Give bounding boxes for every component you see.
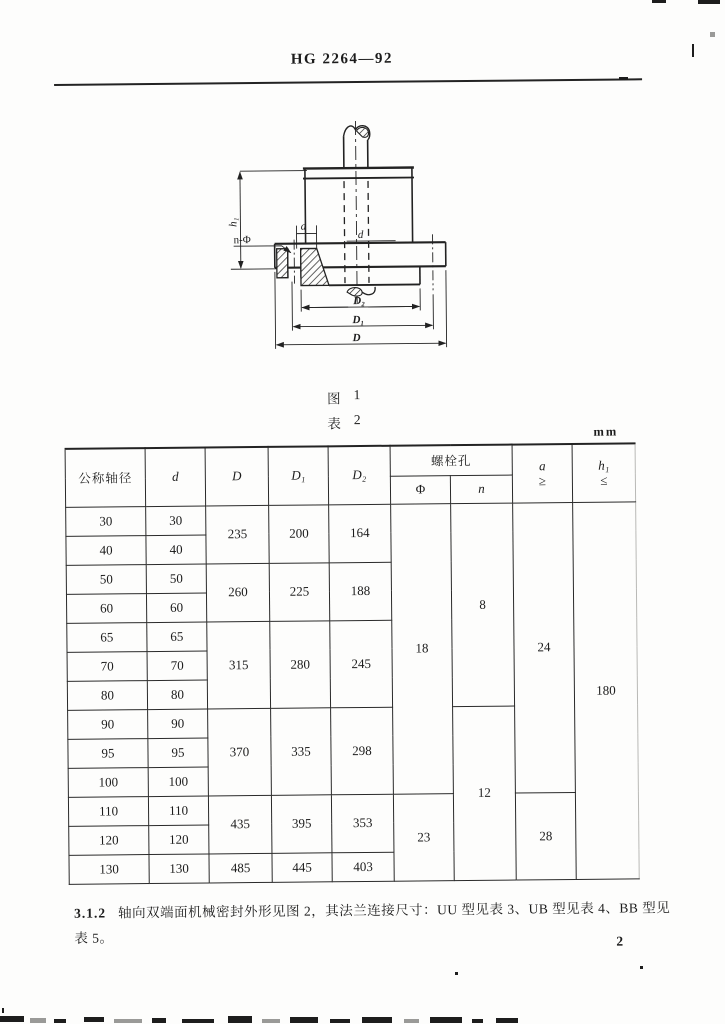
scan-artifact: [455, 972, 458, 975]
cell-D1: 200: [269, 504, 330, 563]
dim-label-D1: D₁: [352, 313, 365, 327]
dim-label-d: d: [357, 228, 364, 242]
col-header-D1: D₁: [268, 446, 329, 505]
unit-label: mm: [593, 424, 619, 439]
cell-D: 485: [209, 853, 272, 883]
cell-a: 28: [515, 792, 576, 880]
col-header-D: D: [205, 447, 269, 506]
cell-shaft: 60: [66, 593, 146, 623]
clause-text: 轴向双端面机械密封外形见图 2，其法兰连接尺寸：UU 型见表 3、UB 型见表 4、BB 型见: [117, 900, 671, 921]
scan-artifact: [228, 1016, 252, 1023]
col-header-shaft: 公称轴径: [65, 448, 146, 507]
cell-D2: 188: [329, 562, 392, 621]
dim-label-h1: h₁: [227, 217, 240, 227]
figure-1-drawing: [196, 104, 499, 395]
dim-label-n-phi: n-Φ: [233, 234, 251, 247]
scan-artifact: [362, 1017, 392, 1023]
cell-D2: 298: [331, 707, 394, 795]
header-row-1: [65, 443, 635, 478]
clause-number: 3.1.2: [73, 905, 107, 921]
cell-D: 235: [206, 505, 270, 564]
cell-d: 40: [146, 535, 206, 565]
cell-d: 70: [147, 650, 207, 680]
scan-artifact: [330, 1019, 350, 1023]
cell-d: 50: [146, 564, 206, 594]
cell-shaft: 70: [67, 651, 147, 681]
cell-phi: 23: [393, 793, 454, 881]
cell-D1: 225: [269, 562, 330, 621]
table-caption-number: 2: [353, 412, 361, 428]
scan-artifact: [114, 1019, 142, 1023]
scan-artifact: [619, 77, 628, 80]
table-caption: [327, 412, 360, 432]
cell-shaft: 40: [66, 535, 146, 565]
cell-shaft: 90: [68, 709, 148, 739]
cell-a: 24: [513, 502, 576, 793]
cell-shaft: 110: [68, 796, 148, 826]
scan-artifact: [0, 1016, 24, 1022]
scan-artifact: [692, 44, 694, 57]
col-header-h1-letter: h₁: [598, 457, 610, 473]
cell-D2: 164: [329, 504, 392, 563]
col-header-phi: Φ: [390, 475, 450, 504]
scan-artifact: [710, 32, 715, 37]
col-header-a-letter: a: [538, 458, 546, 474]
scan-artifact: [2, 1008, 4, 1013]
cell-D1: 445: [272, 852, 332, 882]
cell-D: 435: [208, 795, 272, 854]
scan-artifact: [472, 1019, 483, 1023]
cell-d: 65: [147, 622, 207, 652]
clause-note: [74, 895, 674, 951]
col-header-n: n: [450, 475, 512, 504]
dim-label-D: D: [352, 332, 361, 345]
cell-D: 315: [207, 621, 271, 709]
scan-artifact: [262, 1019, 280, 1023]
cell-shaft: 80: [67, 680, 147, 710]
drawing-lines: [229, 120, 446, 349]
scan-artifact: [652, 0, 666, 3]
scan-artifact: [84, 1017, 104, 1022]
table-2: [65, 442, 640, 884]
header-rule: [54, 78, 642, 86]
cell-D: 370: [208, 708, 272, 796]
clause-note-line2: 表 5。: [74, 930, 114, 946]
table-row: [68, 791, 638, 825]
scan-artifact: [152, 1018, 166, 1023]
scan-artifact: [54, 1019, 66, 1023]
scan-artifact: [698, 0, 720, 4]
col-header-bolt-holes: 螺栓孔: [390, 445, 512, 476]
scan-artifact: [182, 1019, 214, 1023]
cell-shaft: 95: [68, 738, 148, 768]
scan-artifact: [404, 1019, 419, 1023]
table-caption-label: 表: [327, 416, 341, 432]
cell-d: 60: [146, 593, 206, 623]
cell-shaft: 30: [66, 506, 146, 536]
page-number: 2: [616, 933, 624, 949]
cell-D2: 245: [330, 620, 393, 708]
cell-n: 8: [451, 503, 515, 707]
cell-n: 12: [453, 706, 517, 881]
cell-d: 95: [148, 737, 208, 767]
col-header-a: [512, 444, 573, 503]
table-row: [66, 501, 636, 535]
cell-d: 90: [148, 708, 208, 738]
col-header-d: d: [145, 448, 206, 507]
col-header-h1: [572, 443, 636, 502]
cell-D1: 395: [271, 794, 332, 853]
cell-D1: 335: [271, 707, 332, 795]
scan-artifact: [430, 1017, 462, 1023]
standard-code: HG 2264—92: [290, 50, 394, 68]
lte-symbol: ≤: [600, 472, 608, 488]
cell-shaft: 120: [69, 825, 149, 855]
scan-artifact: [496, 1018, 518, 1023]
cell-shaft: 50: [66, 564, 146, 594]
cell-d: 130: [149, 853, 209, 883]
cell-shaft: 65: [67, 622, 147, 652]
figure-caption: [327, 387, 360, 407]
cell-d: 30: [146, 506, 206, 536]
cell-phi: 18: [391, 503, 454, 794]
cell-d: 120: [149, 824, 209, 854]
col-header-D2: D₂: [328, 446, 391, 505]
figure-caption-number: 1: [353, 387, 361, 403]
dim-label-D2: D₂: [353, 294, 366, 308]
cell-d: 80: [147, 679, 207, 709]
cell-D: 260: [206, 563, 270, 622]
figure-caption-label: 图: [327, 391, 341, 407]
scan-artifact: [30, 1018, 46, 1023]
cell-D1: 280: [270, 620, 331, 708]
scan-artifact: [290, 1017, 318, 1023]
cell-D2: 353: [331, 794, 394, 853]
scan-artifact: [640, 966, 643, 969]
cell-D2: 403: [332, 852, 394, 882]
cell-d: 100: [148, 766, 208, 796]
gte-symbol: ≥: [538, 473, 547, 489]
dim-label-a: a: [300, 220, 307, 233]
cell-shaft: 130: [69, 854, 149, 884]
cell-h1: 180: [573, 501, 640, 879]
cell-d: 110: [148, 795, 208, 825]
cell-shaft: 100: [68, 767, 148, 797]
